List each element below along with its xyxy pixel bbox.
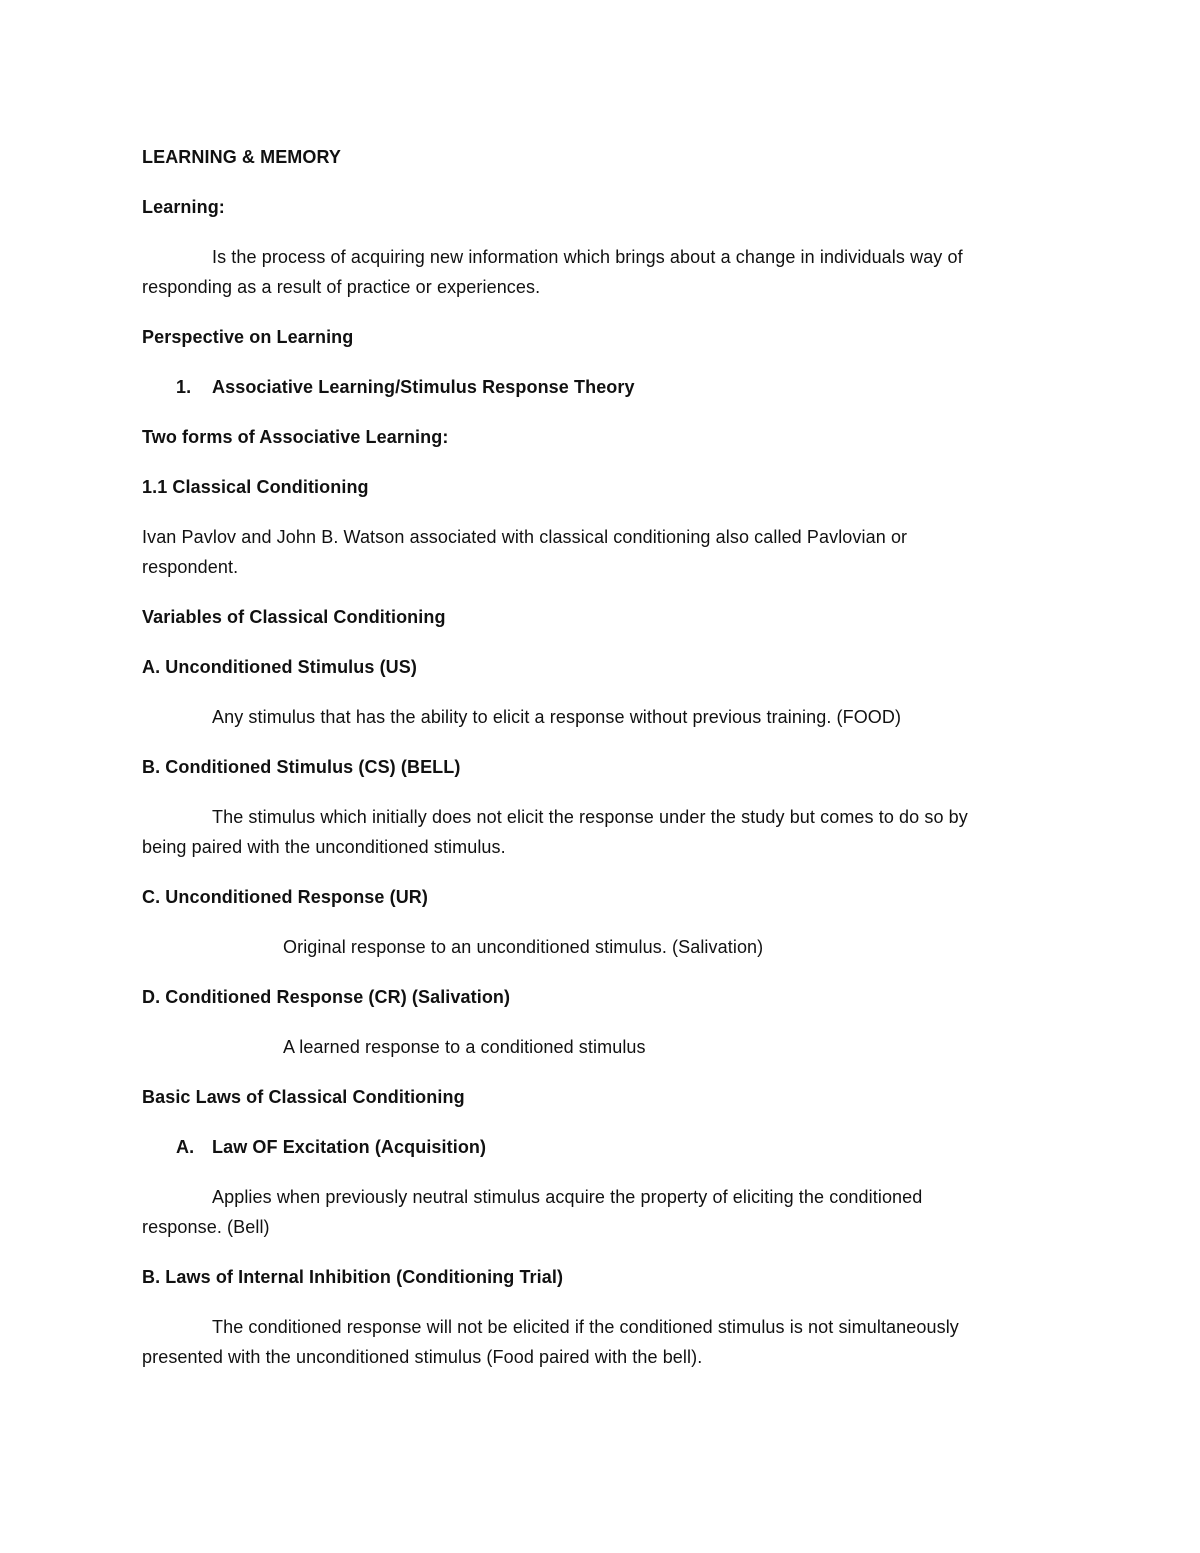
list-letter: A. <box>176 1137 195 1157</box>
perspective-heading: Perspective on Learning <box>142 327 354 347</box>
variables-heading: Variables of Classical Conditioning <box>142 607 446 627</box>
basic-laws-heading: Basic Laws of Classical Conditioning <box>142 1087 465 1107</box>
law-a-definition-line-2: response. (Bell) <box>142 1217 270 1237</box>
conditioned-response-heading: D. Conditioned Response (CR) (Salivation) <box>142 987 511 1007</box>
unconditioned-stimulus-definition: Any stimulus that has the ability to elicit a response without previous training. (FOOD) <box>212 707 902 727</box>
unconditioned-response-heading: C. Unconditioned Response (UR) <box>142 887 428 907</box>
classical-conditioning-heading: 1.1 Classical Conditioning <box>142 477 369 497</box>
document-title: LEARNING & MEMORY <box>142 147 342 167</box>
unconditioned-response-definition: Original response to an unconditioned stimulus. (Salivation) <box>283 937 764 957</box>
list-item-text: Associative Learning/Stimulus Response Theory <box>212 377 635 397</box>
law-a-definition-line-1: Applies when previously neutral stimulus acquire the property of eliciting the conditioned <box>212 1187 923 1207</box>
pavlov-paragraph-line-2: respondent. <box>142 557 239 577</box>
unconditioned-stimulus-heading: A. Unconditioned Stimulus (US) <box>142 657 417 677</box>
conditioned-stimulus-definition-line-2: being paired with the unconditioned stimulus. <box>142 837 506 857</box>
law-b-definition-line-1: The conditioned response will not be elicited if the conditioned stimulus is not simultaneously <box>212 1317 959 1337</box>
conditioned-response-definition: A learned response to a conditioned stimulus <box>283 1037 646 1057</box>
law-b-definition-line-2: presented with the unconditioned stimulus (Food paired with the bell). <box>142 1347 703 1367</box>
conditioned-stimulus-definition-line-1: The stimulus which initially does not elicit the response under the study but comes to do so by <box>212 807 968 827</box>
learning-definition-line-1: Is the process of acquiring new information which brings about a change in individuals way of <box>212 247 963 267</box>
conditioned-stimulus-heading: B. Conditioned Stimulus (CS) (BELL) <box>142 757 461 777</box>
learning-definition-line-2: responding as a result of practice or experiences. <box>142 277 541 297</box>
law-b-heading: B. Laws of Internal Inhibition (Conditioning Trial) <box>142 1267 564 1287</box>
list-number: 1. <box>176 377 192 397</box>
learning-heading: Learning: <box>142 197 225 217</box>
pavlov-paragraph-line-1: Ivan Pavlov and John B. Watson associated with classical conditioning also called Pavlovian or <box>142 527 908 547</box>
two-forms-heading: Two forms of Associative Learning: <box>142 427 449 447</box>
list-item-text: Law OF Excitation (Acquisition) <box>212 1137 487 1157</box>
